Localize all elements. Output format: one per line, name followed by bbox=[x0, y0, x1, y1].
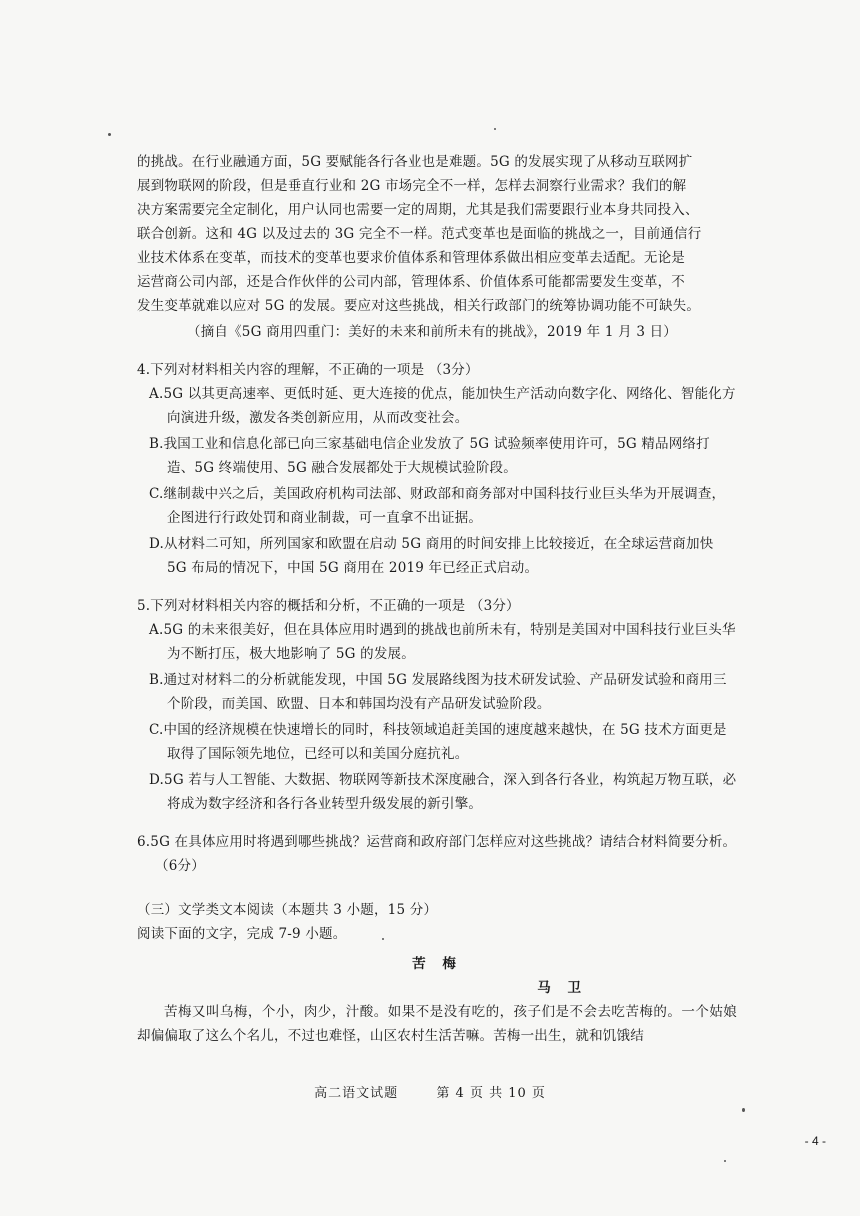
question-6 bbox=[137, 830, 737, 878]
passage-line: 联合创新。这和 4G 以及过去的 3G 完全不一样。范式变革也是面临的挑战之一，目前通信行 bbox=[137, 226, 702, 242]
option-b: B.通过对材料二的分析就能发现，中国 5G 发展路线图为技术研发试验、产品研发试验和商用三个阶段，而美国、欧盟、日本和韩国均没有产品研发试验阶段。 bbox=[149, 672, 727, 712]
story-text: 苦梅又叫乌梅，个小，肉少，汁酸。如果不是没有吃的，孩子们是不会去吃苦梅的。一个姑娘却偏偏取了这么个名儿，不过也难怪，山区农村生活苦嘛。苦梅一出生，就和饥饿结 bbox=[137, 1004, 737, 1044]
section-instruction: 阅读下面的文字，完成 7-9 小题。 bbox=[137, 926, 347, 942]
question-stem: 4.下列对材料相关内容的理解，不正确的一项是 （3分） bbox=[137, 362, 479, 378]
question-4 bbox=[137, 358, 737, 580]
scan-speck bbox=[724, 1160, 726, 1162]
option-c: C.中国的经济规模在快速增长的同时，科技领域追赶美国的速度越来越快，在 5G 技术方面更是取得了国际领先地位，已经可以和美国分庭抗礼。 bbox=[149, 722, 727, 762]
literary-reading-section bbox=[137, 898, 737, 1048]
option-d: D.从材料二可知，所列国家和欧盟在启动 5G 商用的时间安排上比较接近，在全球运营商加快 5G 布局的情况下，中国 5G 商用在 2019 年已经正式启动。 bbox=[149, 536, 714, 576]
footer-page-count: 第 4 页 共 10 页 bbox=[436, 1086, 546, 1101]
passage-citation: （摘自《5G 商用四重门：美好的未来和前所未有的挑战》，2019 年 1 月 3 日） bbox=[187, 324, 678, 340]
passage-block bbox=[137, 150, 737, 344]
story-author: 马 卫 bbox=[537, 980, 587, 996]
option-a: A.5G 的未来很美好，但在具体应用时遇到的挑战也前所未有，特别是美国对中国科技行业巨头华为不断打压，极大地影响了 5G 的发展。 bbox=[149, 622, 736, 662]
question-stem: 6.5G 在具体应用时将遇到哪些挑战？运营商和政府部门怎样应对这些挑战？请结合材料简要分析。（6分） bbox=[137, 834, 737, 874]
section-heading: （三）文学类文本阅读（本题共 3 小题，15 分） bbox=[137, 902, 438, 918]
scan-speck bbox=[742, 1108, 745, 1112]
exam-content bbox=[137, 150, 737, 1048]
option-a: A.5G 以其更高速率、更低时延、更大连接的优点，能加快生产活动向数字化、网络化、智能化方向演进升级，激发各类创新应用，从而改变社会。 bbox=[149, 386, 736, 426]
passage-line: 的挑战。在行业融通方面，5G 要赋能各行各业也是难题。5G 的发展实现了从移动互联网扩 bbox=[137, 154, 693, 170]
option-d: D.5G 若与人工智能、大数据、物联网等新技术深度融合，深入到各行各业，构筑起万物互联，必将成为数字经济和各行各业转型升级发展的新引擎。 bbox=[149, 772, 737, 812]
option-b: B.我国工业和信息化部已向三家基础电信企业发放了 5G 试验频率使用许可，5G 精品网络打造、5G 终端使用、5G 融合发展都处于大规模试验阶段。 bbox=[149, 436, 710, 476]
passage-line: 展到物联网的阶段，但是垂直行业和 2G 市场完全不一样，怎样去洞察行业需求？我们的解 bbox=[137, 178, 687, 194]
passage-line: 决方案需要完全定制化，用户认同也需要一定的周期，尤其是我们需要跟行业本身共同投入、 bbox=[137, 202, 699, 218]
page-footer bbox=[0, 1082, 860, 1101]
question-5 bbox=[137, 594, 737, 816]
passage-line: 发生变革就难以应对 5G 的发展。要应对这些挑战，相关行政部门的统筹协调功能不可缺失。 bbox=[137, 298, 701, 314]
passage-line: 运营商公司内部，还是合作伙伴的公司内部，管理体系、价值体系可能都需要发生变革，不 bbox=[137, 274, 685, 290]
passage-line: 业技术体系在变革，而技术的变革也要求价值体系和管理体系做出相应变革去适配。无论是 bbox=[137, 250, 685, 266]
scan-speck bbox=[494, 128, 496, 130]
footer-subject: 高二语文试题 bbox=[314, 1086, 399, 1101]
scan-speck bbox=[108, 133, 111, 136]
page-number: - 4 - bbox=[804, 1134, 826, 1148]
story-title: 苦 梅 bbox=[412, 956, 462, 972]
question-stem: 5.下列对材料相关内容的概括和分析，不正确的一项是 （3分） bbox=[137, 598, 520, 614]
option-c: C.继制裁中兴之后，美国政府机构司法部、财政部和商务部对中国科技行业巨头华为开展调查，企图进行行政处罚和商业制裁，可一直拿不出证据。 bbox=[149, 486, 726, 526]
